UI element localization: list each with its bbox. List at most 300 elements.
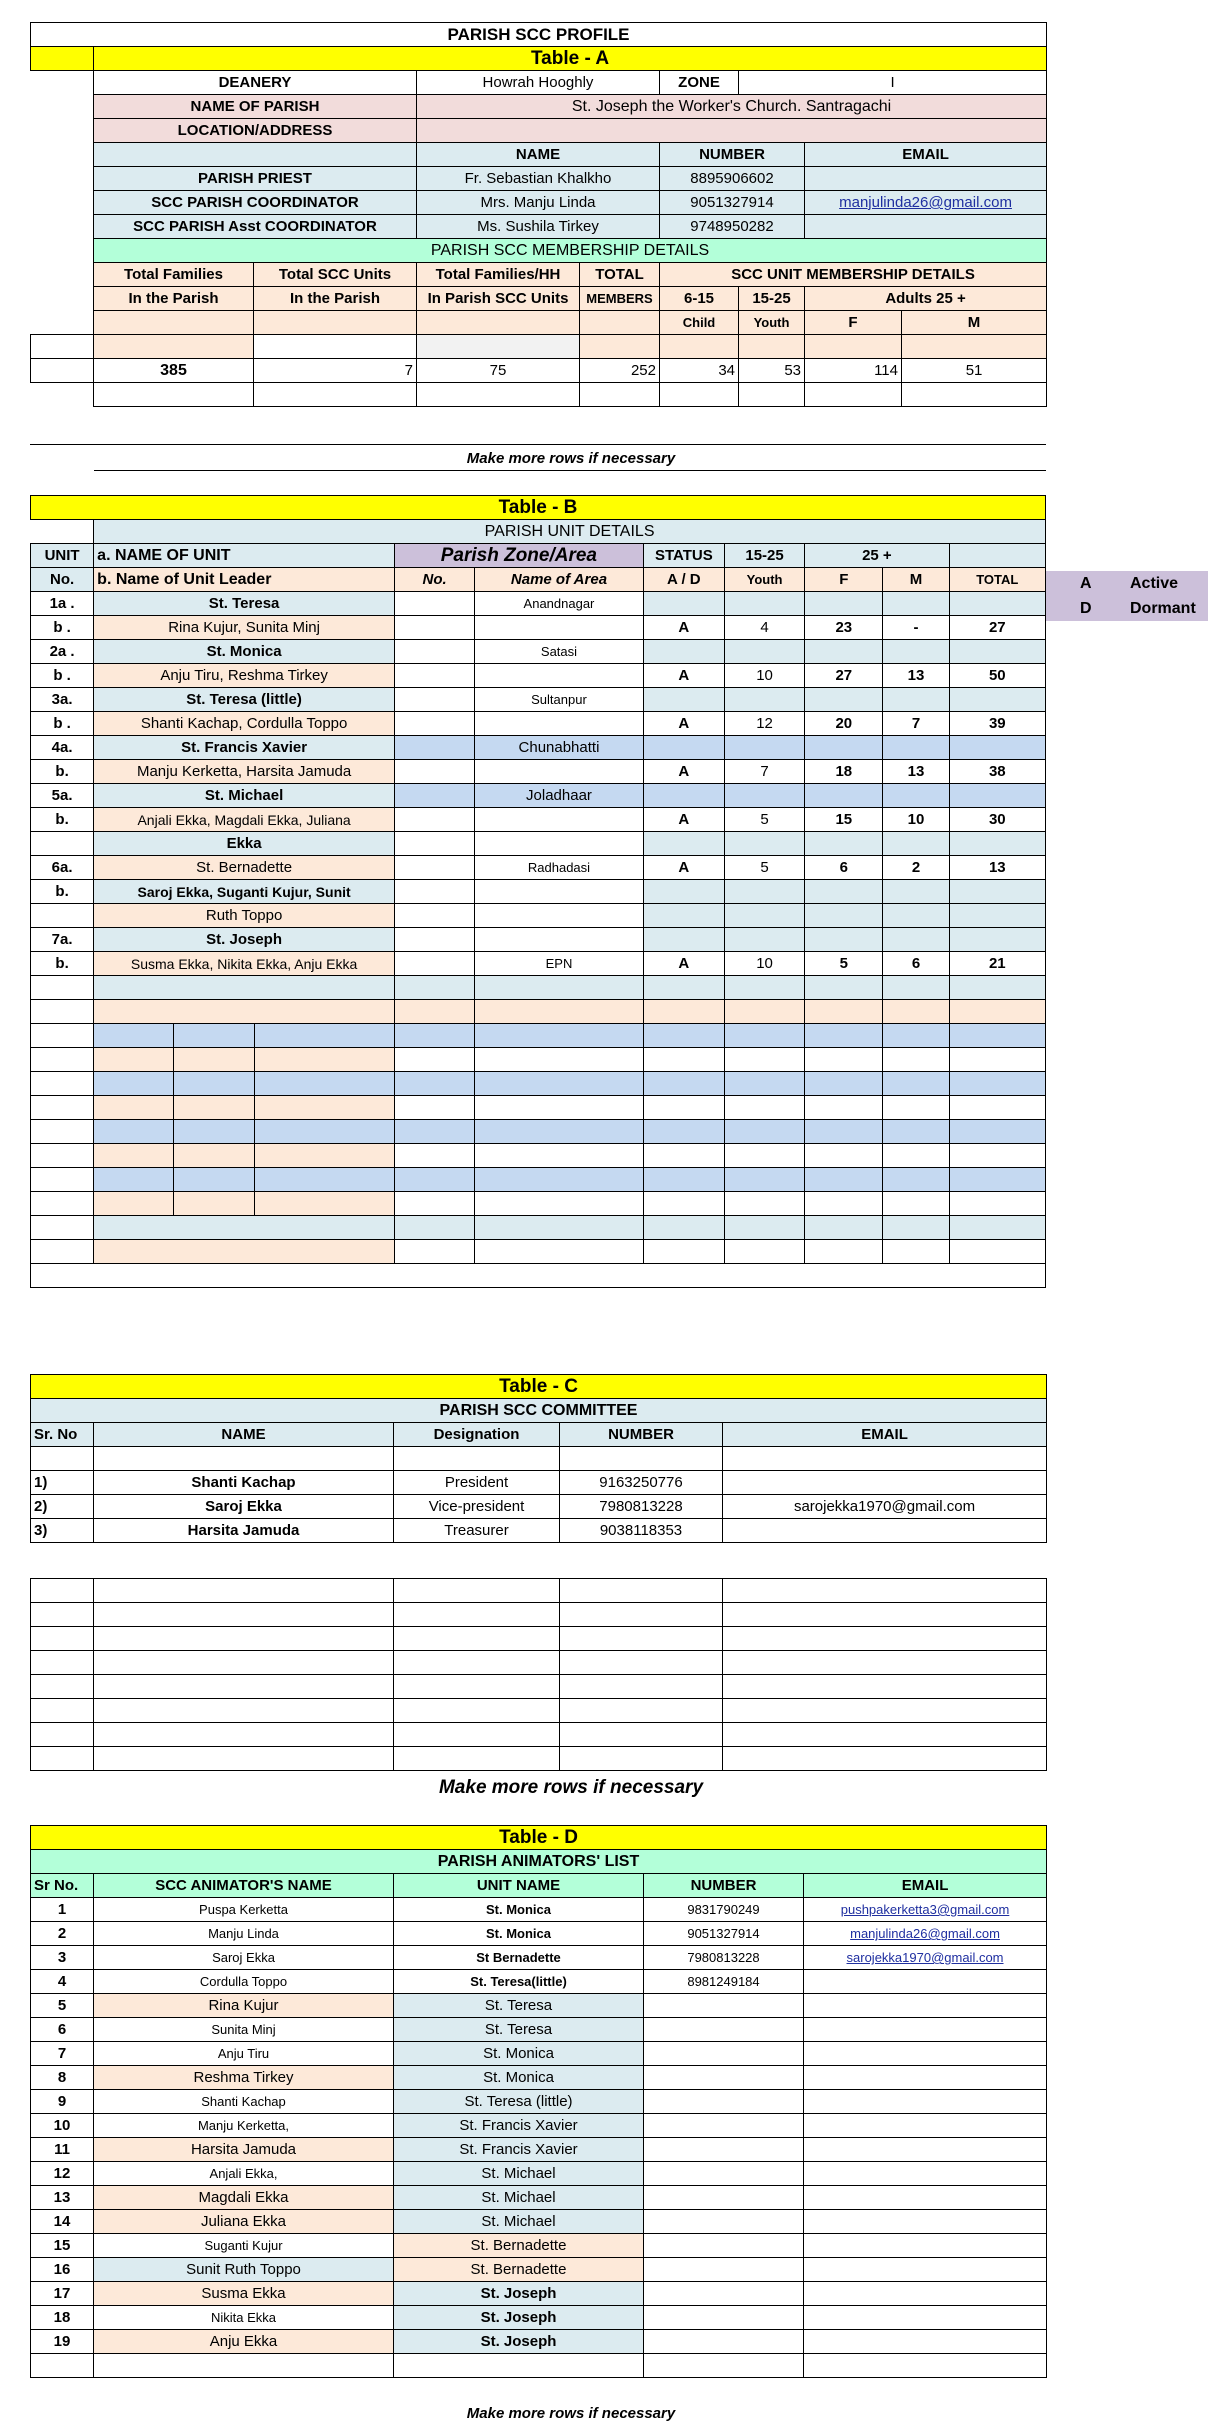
table-cell [724,1192,804,1216]
committee-sr: 1) [31,1471,94,1495]
table-cell [643,1144,724,1168]
table-cell [883,1024,949,1048]
table-cell [31,1192,94,1216]
animator-name: Manju Kerketta, [94,2114,394,2138]
animator-sr: 16 [31,2258,94,2282]
youth-count: 5 [724,808,804,832]
header-6-15: 6-15 [660,287,739,311]
female-count [805,592,883,616]
table-cell [724,1216,804,1240]
table-cell [31,1024,94,1048]
header-unit-name: UNIT NAME [394,1874,644,1898]
header-15-25: 15-25 [724,544,804,568]
zone-number [395,832,475,856]
animator-number [644,2234,804,2258]
table-cell [949,1072,1045,1096]
table-row [31,856,1046,880]
header-15-25: 15-25 [739,287,805,311]
table-cell [395,1024,475,1048]
table-row [31,2066,1047,2090]
animator-name: Susma Ekka [94,2282,394,2306]
animator-sr: 13 [31,2186,94,2210]
table-cell [723,1603,1047,1627]
table-cell [723,1699,1047,1723]
animator-sr: 9 [31,2090,94,2114]
table-cell [949,1120,1045,1144]
table-row [31,1144,1046,1168]
female-count [805,880,883,904]
unit-name: St. Michael [94,784,395,808]
table-cell [395,1168,475,1192]
animator-unit: St. Teresa [394,1994,644,2018]
animator-name: Shanti Kachap [94,2090,394,2114]
animator-email-link[interactable]: sarojekka1970@gmail.com [804,1946,1047,1970]
table-row [31,784,1046,808]
animator-name: Sunita Minj [94,2018,394,2042]
animator-number [644,1994,804,2018]
table-row [31,592,1046,616]
male-count [883,928,949,952]
table-cell [805,976,883,1000]
table-cell [475,1072,643,1096]
header-name: NAME [94,1423,394,1447]
table-row [31,1024,1046,1048]
female-count: 27 [805,664,883,688]
col-number-header: NUMBER [660,143,805,167]
animator-sr: 19 [31,2330,94,2354]
animator-number [644,2210,804,2234]
table-cell [254,1024,394,1048]
animator-name: Harsita Jamuda [94,2138,394,2162]
unit-number: b . [31,616,94,640]
location-label: LOCATION/ADDRESS [94,119,417,143]
header-in-parish: In the Parish [254,287,417,311]
col-email-header: EMAIL [805,143,1047,167]
animator-number [644,2330,804,2354]
header-in-parish: In the Parish [94,287,254,311]
official-name: Mrs. Manju Linda [417,191,660,215]
committee-name: Shanti Kachap [94,1471,394,1495]
zone-number [395,688,475,712]
header-unit-details: SCC UNIT MEMBERSHIP DETAILS [660,263,1047,287]
header-child: Child [660,311,739,335]
youth-count [724,904,804,928]
table-cell [94,1723,394,1747]
area-name [475,712,643,736]
area-name: EPN [475,952,643,976]
table-cell [643,1000,724,1024]
youth-count: 12 [724,712,804,736]
location-value [417,119,1047,143]
area-name: Satasi [475,640,643,664]
table-cell [94,1603,394,1627]
table-cell [883,1048,949,1072]
table-cell [94,1627,394,1651]
value-child: 34 [660,359,739,383]
table-cell [949,1192,1045,1216]
header-families-hh: Total Families/HH [417,263,580,287]
unit-number: 2a . [31,640,94,664]
area-name: Anandnagar [475,592,643,616]
table-row [31,1898,1047,1922]
table-cell [475,976,643,1000]
animator-sr: 6 [31,2018,94,2042]
animator-sr: 5 [31,1994,94,2018]
zone-number [395,592,475,616]
animator-number [644,2042,804,2066]
table-cell [94,1747,394,1771]
table-b-label: Table - B [31,496,1046,520]
animator-name: Cordulla Toppo [94,1970,394,1994]
table-row [31,2138,1047,2162]
animator-number: 9831790249 [644,1898,804,1922]
unit-number: 1a . [31,592,94,616]
table-cell [254,1192,394,1216]
table-row [31,2210,1047,2234]
table-cell [805,1024,883,1048]
table-d-note: Make more rows if necessary [466,2405,676,2422]
unit-number [31,904,94,928]
table-cell [94,1168,174,1192]
female-count: 18 [805,760,883,784]
table-cell [31,1240,94,1264]
table-cell [174,1192,254,1216]
committee-designation: Vice-president [394,1495,560,1519]
male-count: 6 [883,952,949,976]
youth-count [724,736,804,760]
unit-name: St. Joseph [94,928,395,952]
area-name [475,928,643,952]
youth-count: 4 [724,616,804,640]
animator-name: Reshma Tirkey [94,2066,394,2090]
total-count: 13 [949,856,1045,880]
female-count [805,904,883,928]
table-cell [805,1000,883,1024]
male-count [883,880,949,904]
animator-unit: St. Monica [394,1898,644,1922]
youth-count [724,928,804,952]
unit-number: 3a. [31,688,94,712]
unit-number [31,832,94,856]
animator-name: Rina Kujur [94,1994,394,2018]
table-cell [395,976,475,1000]
unit-number: b. [31,808,94,832]
table-cell [723,1675,1047,1699]
table-cell [394,1675,560,1699]
zone-number [395,712,475,736]
table-cell [394,1627,560,1651]
animator-sr: 3 [31,1946,94,1970]
animator-name: Juliana Ekka [94,2210,394,2234]
animator-unit: St. Teresa(little) [394,1970,644,1994]
status-cell [643,832,724,856]
male-count [883,736,949,760]
female-count [805,736,883,760]
status-cell: A [643,616,724,640]
animator-name: Anjali Ekka, [94,2162,394,2186]
table-row [31,2330,1047,2354]
table-cell [31,1579,94,1603]
animator-email [804,2066,1047,2090]
animator-number [644,2162,804,2186]
table-row [31,2090,1047,2114]
zone-number [395,928,475,952]
official-email[interactable] [805,167,1047,191]
header-in-units: In Parish SCC Units [417,287,580,311]
status-cell: A [643,952,724,976]
parish-name-label: NAME OF PARISH [94,95,417,119]
header-status: STATUS [643,544,724,568]
animator-name: Sunit Ruth Toppo [94,2258,394,2282]
zone-label: ZONE [660,71,739,95]
table-row [31,832,1046,856]
animator-unit: St. Bernadette [394,2234,644,2258]
table-cell [94,1048,174,1072]
table-cell [94,2354,394,2378]
animator-sr: 17 [31,2282,94,2306]
animator-email [804,2162,1047,2186]
status-cell [643,928,724,952]
animator-number [644,2258,804,2282]
committee-name: Saroj Ekka [94,1495,394,1519]
table-cell [395,1096,475,1120]
table-row [31,1747,1047,1771]
table-cell [949,1144,1045,1168]
unit-name: St. Teresa [94,592,395,616]
table-cell [31,1144,94,1168]
table-c-title: PARISH SCC COMMITTEE [31,1399,1047,1423]
area-name [475,664,643,688]
table-cell [394,2354,644,2378]
col-name-header: NAME [417,143,660,167]
table-cell [394,1651,560,1675]
value-members: 252 [580,359,660,383]
animator-number [644,2018,804,2042]
table-row [31,1970,1047,1994]
table-row [31,1519,1047,1543]
value-families: 385 [94,359,254,383]
value-families-hh: 75 [417,359,580,383]
table-row [31,1120,1046,1144]
header-youth: Youth [724,568,804,592]
animator-email [804,2186,1047,2210]
table-cell [724,1120,804,1144]
table-row [31,1627,1047,1651]
female-count: 5 [805,952,883,976]
legend-dormant: D Dormant [1046,596,1208,621]
header-members: MEMBERS [580,287,660,311]
official-number: 8895906602 [660,167,805,191]
animator-number [644,2306,804,2330]
divider [94,470,1046,471]
table-cell [643,1192,724,1216]
table-row [31,2354,1047,2378]
table-row [31,1264,1046,1288]
table-row [31,736,1046,760]
total-count: 50 [949,664,1045,688]
header-number: NUMBER [644,1874,804,1898]
table-cell [805,1096,883,1120]
female-count: 15 [805,808,883,832]
table-row [31,2234,1047,2258]
table-cell [724,1024,804,1048]
animator-email [804,2234,1047,2258]
table-row [31,904,1046,928]
table-b-title: PARISH UNIT DETAILS [94,520,1046,544]
table-cell [94,976,395,1000]
header-m: M [883,568,949,592]
animator-unit: St. Michael [394,2210,644,2234]
committee-number: 7980813228 [560,1495,723,1519]
committee-email[interactable]: sarojekka1970@gmail.com [723,1495,1047,1519]
table-row [31,688,1046,712]
male-count: - [883,616,949,640]
unit-leader: St. Bernadette [94,856,395,880]
status-cell: A [643,808,724,832]
official-name: Ms. Sushila Tirkey [417,215,660,239]
header-total-units: Total SCC Units [254,263,417,287]
header-area-name: Name of Area [475,568,643,592]
table-cell [31,1699,94,1723]
table-cell [31,1048,94,1072]
table-cell [883,1072,949,1096]
total-count: 30 [949,808,1045,832]
committee-email[interactable] [723,1471,1047,1495]
header-email: EMAIL [804,1874,1047,1898]
official-email[interactable] [805,215,1047,239]
total-count [949,592,1045,616]
table-row [31,664,1046,688]
table-cell [560,1723,723,1747]
header-no: No. [31,568,94,592]
committee-number: 9038118353 [560,1519,723,1543]
header-ad: A / D [643,568,724,592]
table-cell [254,1048,394,1072]
table-row [31,640,1046,664]
table-cell [805,1048,883,1072]
table-cell [94,1024,174,1048]
youth-count: 7 [724,760,804,784]
animator-unit: St. Francis Xavier [394,2138,644,2162]
table-cell [395,1000,475,1024]
unit-name: Saroj Ekka, Suganti Kujur, Sunit [94,880,395,904]
female-count [805,784,883,808]
animator-email [804,2090,1047,2114]
table-c [30,1374,1047,1543]
animator-email [804,2258,1047,2282]
total-count [949,736,1045,760]
table-cell [805,1144,883,1168]
header-zone-no: No. [395,568,475,592]
table-cell [724,1000,804,1024]
table-cell [254,1168,394,1192]
animator-sr: 4 [31,1970,94,1994]
total-count: 38 [949,760,1045,784]
table-cell [883,1000,949,1024]
header-email: EMAIL [723,1423,1047,1447]
unit-leader: Ruth Toppo [94,904,395,928]
animator-unit: St. Joseph [394,2330,644,2354]
value-youth: 53 [739,359,805,383]
animator-number: 8981249184 [644,1970,804,1994]
table-d-title: PARISH ANIMATORS' LIST [31,1850,1047,1874]
zone-number [395,616,475,640]
table-cell [394,1723,560,1747]
value-m: 51 [902,359,1047,383]
animator-email-link[interactable]: pushpakerketta3@gmail.com [804,1898,1047,1922]
animator-number [644,2114,804,2138]
official-email-link[interactable]: manjulinda26@gmail.com [805,191,1047,215]
header-total: TOTAL [580,263,660,287]
table-row [31,1946,1047,1970]
unit-name: St. Francis Xavier [94,736,395,760]
unit-number: 7a. [31,928,94,952]
area-name [475,616,643,640]
table-cell [724,1072,804,1096]
unit-number: 5a. [31,784,94,808]
youth-count: 10 [724,664,804,688]
table-cell [805,1192,883,1216]
table-cell [883,1144,949,1168]
youth-count: 10 [724,952,804,976]
zone-number [395,952,475,976]
page-title: PARISH SCC PROFILE [31,23,1047,47]
header-animator-name: SCC ANIMATOR'S NAME [94,1874,394,1898]
table-cell [395,1144,475,1168]
zone-number [395,784,475,808]
table-cell [643,1096,724,1120]
animator-email-link[interactable]: manjulinda26@gmail.com [804,1922,1047,1946]
area-name: Chunabhatti [475,736,643,760]
male-count: 7 [883,712,949,736]
table-row [31,1579,1047,1603]
status-cell: A [643,712,724,736]
female-count [805,832,883,856]
table-cell [31,1216,94,1240]
table-cell [394,1747,560,1771]
table-row [31,2282,1047,2306]
animator-number [644,2066,804,2090]
zone-number [395,808,475,832]
animator-unit: St. Monica [394,2042,644,2066]
table-cell [174,1048,254,1072]
male-count: 13 [883,664,949,688]
female-count [805,688,883,712]
table-cell [94,1192,174,1216]
table-cell [883,1096,949,1120]
unit-number: 6a. [31,856,94,880]
table-cell [475,1168,643,1192]
unit-name: Ekka [94,832,395,856]
table-cell [724,1168,804,1192]
animator-unit: St. Teresa [394,2018,644,2042]
status-cell [643,784,724,808]
table-cell [724,976,804,1000]
animator-sr: 2 [31,1922,94,1946]
animator-name: Anju Tiru [94,2042,394,2066]
table-row [31,1192,1046,1216]
table-cell [254,1072,394,1096]
table-cell [94,1216,395,1240]
unit-number: 4a. [31,736,94,760]
zone-number [395,760,475,784]
table-cell [395,1240,475,1264]
table-cell [395,1048,475,1072]
committee-email[interactable] [723,1519,1047,1543]
youth-count [724,832,804,856]
animator-unit: St. Bernadette [394,2258,644,2282]
header-unit-leader: b. Name of Unit Leader [94,568,395,592]
